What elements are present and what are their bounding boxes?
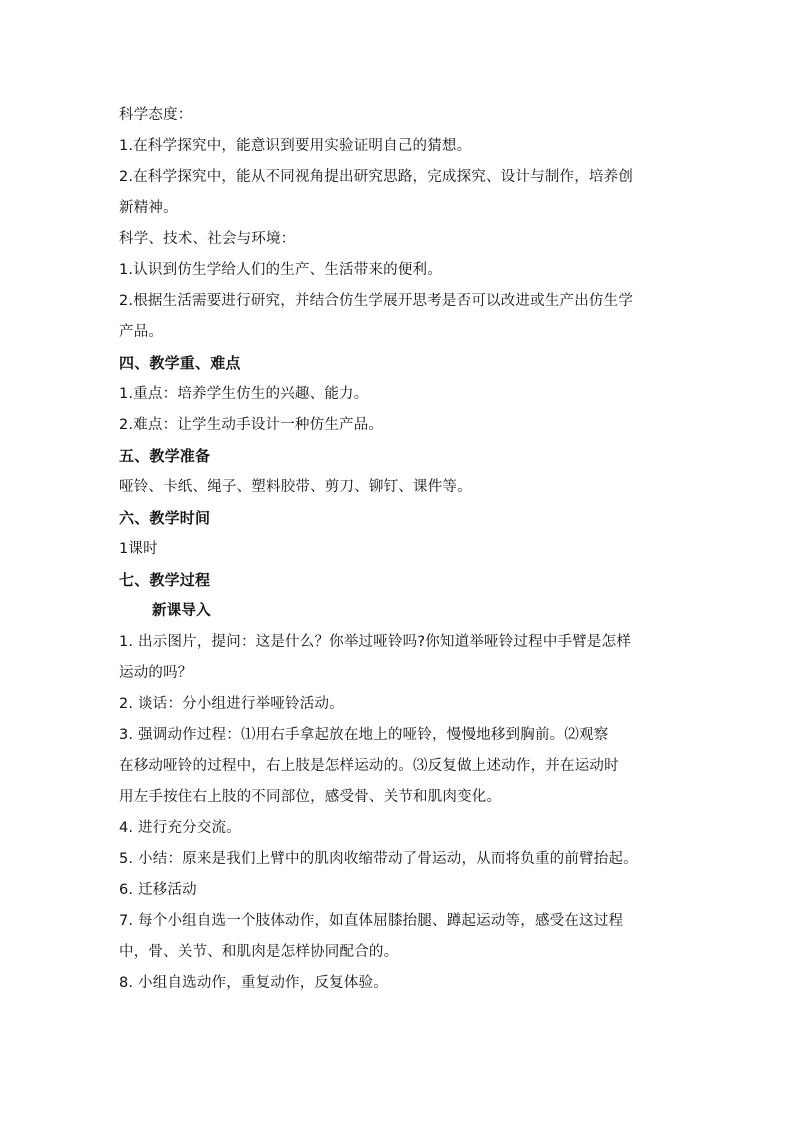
text-line: 1. 出示图片，提问：这是什么？你举过哑铃吗?你知道举哑铃过程中手臂是怎样 xyxy=(119,634,632,650)
section-heading: 七、教学过程 xyxy=(119,571,211,589)
text-line: 中，骨、关节、和肌肉是怎样协同配合的。 xyxy=(119,944,399,960)
text-line: 2.难点：让学生动手设计一种仿生产品。 xyxy=(119,417,384,433)
text-line: 哑铃、卡纸、绳子、塑料胶带、剪刀、铆钉、课件等。 xyxy=(119,479,472,495)
text-line: 4. 进行充分交流。 xyxy=(119,820,241,836)
text-line: 2.根据生活需要进行研究，并结合仿生学展开思考是否可以改进或生产出仿生学 xyxy=(119,293,634,309)
text-line: 5. 小结：原来是我们上臂中的肌肉收缩带动了骨运动，从而将负重的前臂抬起。 xyxy=(119,851,638,867)
text-line: 1.在科学探究中，能意识到要用实验证明自己的猜想。 xyxy=(119,138,472,154)
text-line: 科学、技术、社会与环境： xyxy=(119,231,296,247)
text-line: 2.在科学探究中，能从不同视角提出研究思路，完成探究、设计与制作，培养创 xyxy=(119,169,634,185)
text-line: 在移动哑铃的过程中，右上肢是怎样运动的。⑶反复做上述动作，并在运动时 xyxy=(119,758,619,774)
section-heading: 四、教学重、难点 xyxy=(119,354,241,372)
text-line: 8. 小组自选动作，重复动作，反复体验。 xyxy=(119,975,388,991)
section-heading: 五、教学准备 xyxy=(119,447,211,465)
text-line: 用左手按住右上肢的不同部位，感受骨、关节和肌肉变化。 xyxy=(119,789,502,805)
text-line: 新精神。 xyxy=(119,200,178,216)
document-body xyxy=(119,100,679,999)
text-line: 1.重点：培养学生仿生的兴趣、能力。 xyxy=(119,386,369,402)
text-line: 3. 强调动作过程：⑴用右手拿起放在地上的哑铃，慢慢地移到胸前。⑵观察 xyxy=(119,727,609,743)
text-line: 产品。 xyxy=(119,324,164,340)
section-heading: 六、教学时间 xyxy=(119,509,211,527)
text-line: 运动的吗？ xyxy=(119,665,193,681)
subsection-heading: 新课导入 xyxy=(152,603,211,619)
text-line: 2. 谈话：分小组进行举哑铃活动。 xyxy=(119,696,344,712)
text-line: 6. 迁移活动 xyxy=(119,882,197,898)
text-line: 科学态度： xyxy=(119,107,193,123)
text-line: 1.认识到仿生学给人们的生产、生活带来的便利。 xyxy=(119,262,442,278)
text-line: 1课时 xyxy=(119,541,158,557)
text-line: 7. 每个小组自选一个肢体动作，如直体屈膝抬腿、蹲起运动等，感受在这过程 xyxy=(119,913,624,929)
